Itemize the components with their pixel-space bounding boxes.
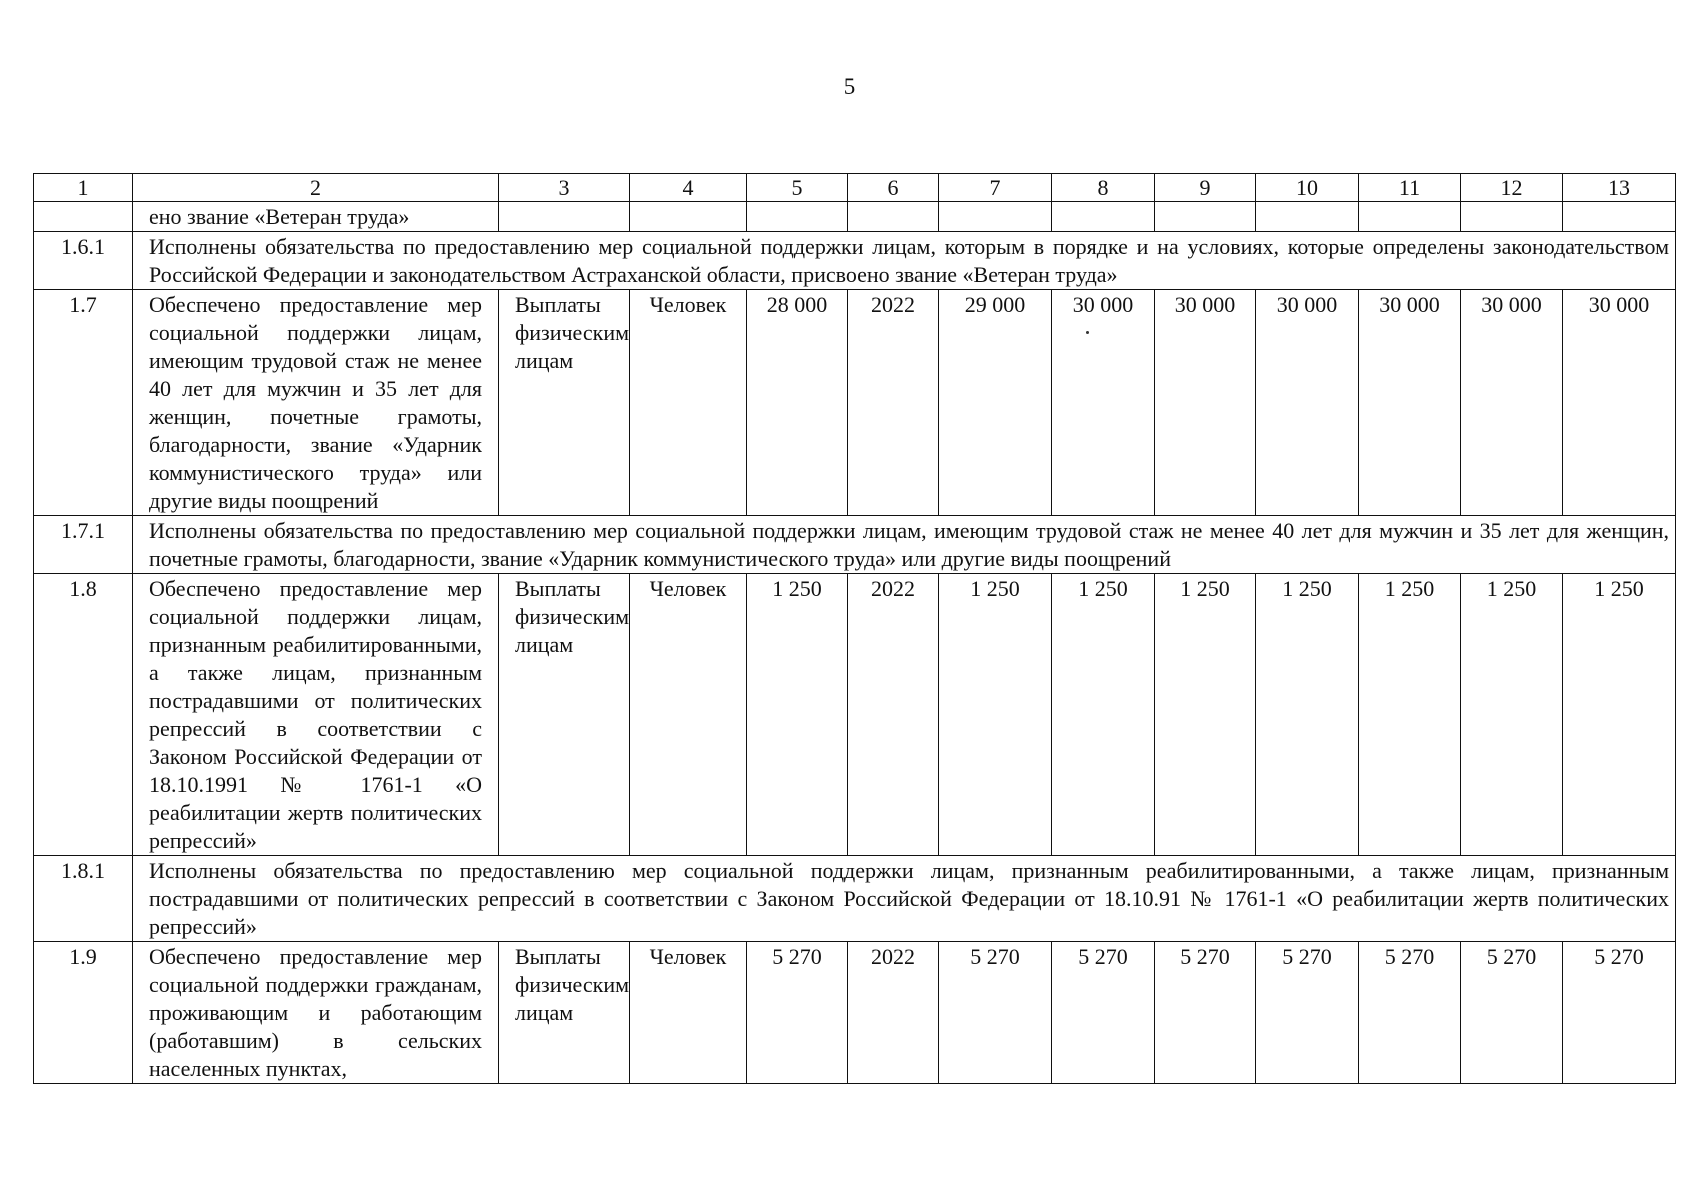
row-value: 30 000 <box>1563 290 1676 516</box>
table-row-span <box>34 516 1676 574</box>
row-number: 1.6.1 <box>34 232 133 290</box>
empty-cell <box>747 202 848 232</box>
table-row-span <box>34 232 1676 290</box>
empty-cell <box>1155 202 1256 232</box>
row-value: 30 000 <box>1072 292 1134 317</box>
row-value: 5 270 <box>1359 942 1461 1084</box>
row-number: 1.7 <box>34 290 133 516</box>
empty-cell <box>1563 202 1676 232</box>
continuation-row <box>34 202 1676 232</box>
row-value: 1 250 <box>1461 574 1563 856</box>
row-value: 30 000 <box>1155 290 1256 516</box>
row-base-value: 1 250 <box>747 574 848 856</box>
empty-cell <box>1052 202 1155 232</box>
empty-cell <box>848 202 939 232</box>
row-unit: Человек <box>630 574 747 856</box>
header-cell: 1 <box>34 174 133 202</box>
empty-cell <box>939 202 1052 232</box>
row-value: 1 250 <box>1563 574 1676 856</box>
row-base-value: 5 270 <box>747 942 848 1084</box>
row-value: 5 270 <box>1563 942 1676 1084</box>
row-value: 30 000 <box>1359 290 1461 516</box>
row-outcome-text: Исполнены обязательства по предоставлению мер социальной поддержки лицам, имеющим трудовой стаж не менее 40 лет для мужчин и 35 лет для женщин, почетные грамоты, благодарности, звание «Ударник коммунистического труда» или другие виды поощрений <box>133 516 1676 574</box>
row-base-year: 2022 <box>848 290 939 516</box>
table-row <box>34 942 1676 1084</box>
row-value-cell <box>1052 290 1155 516</box>
header-cell: 8 <box>1052 174 1155 202</box>
continuation-text: ено звание «Ветеран труда» <box>133 202 499 232</box>
header-cell: 9 <box>1155 174 1256 202</box>
header-cell: 2 <box>133 174 499 202</box>
row-number: 1.8.1 <box>34 856 133 942</box>
row-base-year: 2022 <box>848 574 939 856</box>
row-number: 1.8 <box>34 574 133 856</box>
row-number: 1.7.1 <box>34 516 133 574</box>
row-outcome-text: Исполнены обязательства по предоставлению мер социальной поддержки лицам, которым в порядке и на условиях, которые определены законодательством Российской Федерации и законодательством Астраханской области, присвоено звание «Ветеран труда» <box>133 232 1676 290</box>
header-cell: 10 <box>1256 174 1359 202</box>
stray-dot <box>1086 331 1089 334</box>
row-value: 1 250 <box>1256 574 1359 856</box>
row-value: 1 250 <box>1359 574 1461 856</box>
header-cell: 7 <box>939 174 1052 202</box>
row-value: 5 270 <box>1461 942 1563 1084</box>
indicators-table <box>33 173 1676 1084</box>
row-type: Выплаты физическим лицам <box>499 942 630 1084</box>
row-value: 29 000 <box>939 290 1052 516</box>
row-description: Обеспечено предоставление мер социальной поддержки лицам, имеющим трудовой стаж не менее 40 лет для мужчин и 35 лет для женщин, почетные грамоты, благодарности, звание «Ударник коммунистического труда» или другие виды поощрений <box>133 290 499 516</box>
empty-cell <box>34 202 133 232</box>
row-value: 1 250 <box>1052 574 1155 856</box>
header-cell: 11 <box>1359 174 1461 202</box>
row-unit: Человек <box>630 290 747 516</box>
table-row <box>34 290 1676 516</box>
row-value: 5 270 <box>939 942 1052 1084</box>
row-value: 30 000 <box>1256 290 1359 516</box>
row-value: 5 270 <box>1052 942 1155 1084</box>
header-cell: 12 <box>1461 174 1563 202</box>
row-unit: Человек <box>630 942 747 1084</box>
row-base-year: 2022 <box>848 942 939 1084</box>
row-value: 1 250 <box>1155 574 1256 856</box>
header-cell: 5 <box>747 174 848 202</box>
table-row <box>34 574 1676 856</box>
row-description: Обеспечено предоставление мер социальной поддержки гражданам, проживающим и работающим (работавшим) в сельских населенных пунктах, <box>133 942 499 1084</box>
row-base-value: 28 000 <box>747 290 848 516</box>
empty-cell <box>1359 202 1461 232</box>
row-value: 5 270 <box>1155 942 1256 1084</box>
row-type: Выплаты физическим лицам <box>499 290 630 516</box>
table-row-span <box>34 856 1676 942</box>
empty-cell <box>1461 202 1563 232</box>
header-cell: 13 <box>1563 174 1676 202</box>
row-value: 5 270 <box>1256 942 1359 1084</box>
row-outcome-text: Исполнены обязательства по предоставлению мер социальной поддержки лицам, признанным реабилитированными, а также лицам, признанным пострадавшими от политических репрессий в соответствии с Законом Российской Федерации от 18.10.91 № 1761-1 «О реабилитации жертв политических репрессий» <box>133 856 1676 942</box>
row-value: 1 250 <box>939 574 1052 856</box>
header-cell: 4 <box>630 174 747 202</box>
table-header-row <box>34 174 1676 202</box>
row-value: 30 000 <box>1461 290 1563 516</box>
page-number: 5 <box>843 74 856 99</box>
empty-cell <box>499 202 630 232</box>
header-cell: 3 <box>499 174 630 202</box>
header-cell: 6 <box>848 174 939 202</box>
row-number: 1.9 <box>34 942 133 1084</box>
empty-cell <box>1256 202 1359 232</box>
row-type: Выплаты физическим лицам <box>499 574 630 856</box>
empty-cell <box>630 202 747 232</box>
row-description: Обеспечено предоставление мер социальной поддержки лицам, признанным реабилитированными, а также лицам, признанным пострадавшими от политических репрессий в соответствии с Законом Российской Федерации от 18.10.1991 № 1761-1 «О реабилитации жертв политических репрессий» <box>133 574 499 856</box>
